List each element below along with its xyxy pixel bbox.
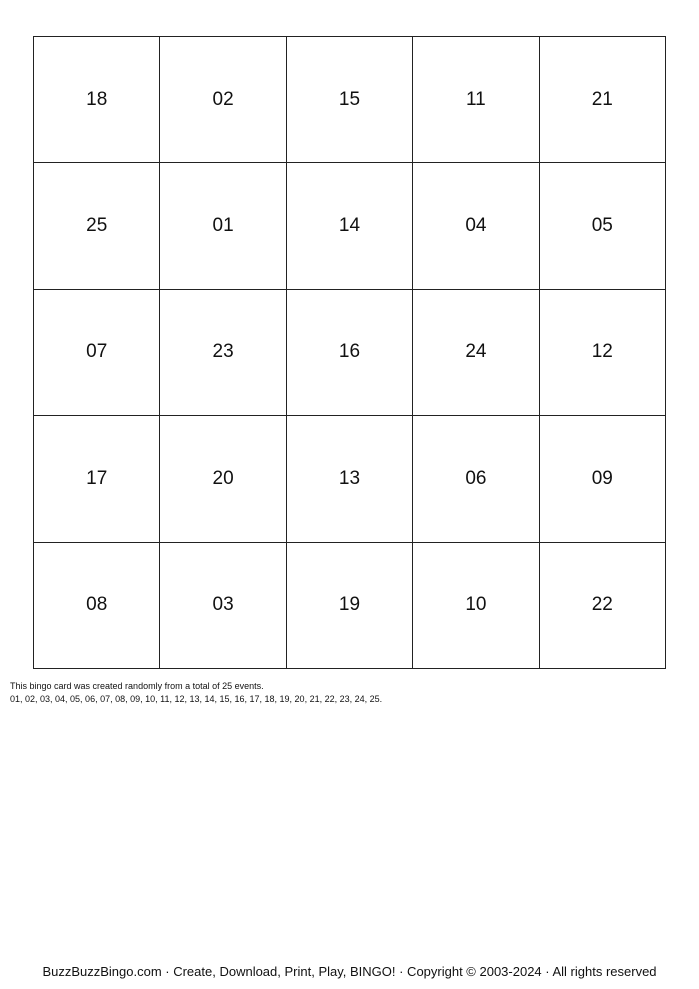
bingo-cell: 11 [413,37,539,163]
bingo-cell: 08 [34,543,160,669]
bingo-cell: 06 [413,416,539,542]
bingo-cell: 17 [34,416,160,542]
bingo-cell: 23 [160,290,286,416]
footer-copyright: BuzzBuzzBingo.com · Create, Download, Print, Play, BINGO! · Copyright © 2003-2024 · All rights reserved [42,964,657,979]
bingo-cell: 13 [287,416,413,542]
bingo-cell: 07 [34,290,160,416]
bingo-cell: 16 [287,290,413,416]
bingo-card-grid [33,36,666,669]
bingo-cell: 19 [287,543,413,669]
bingo-cell: 24 [413,290,539,416]
bingo-cell: 21 [540,37,666,163]
bingo-cell: 10 [413,543,539,669]
card-description: This bingo card was created randomly from a total of 25 events. [10,681,264,691]
event-list: 01, 02, 03, 04, 05, 06, 07, 08, 09, 10, 11, 12, 13, 14, 15, 16, 17, 18, 19, 20, 21, 22, 23, 24, 25. [10,694,383,704]
bingo-cell: 04 [413,163,539,289]
bingo-cell: 01 [160,163,286,289]
bingo-cell: 14 [287,163,413,289]
bingo-cell: 25 [34,163,160,289]
bingo-cell: 05 [540,163,666,289]
bingo-cell: 20 [160,416,286,542]
bingo-cell: 18 [34,37,160,163]
bingo-cell: 22 [540,543,666,669]
bingo-cell: 03 [160,543,286,669]
bingo-cell: 15 [287,37,413,163]
bingo-cell: 02 [160,37,286,163]
bingo-cell: 09 [540,416,666,542]
bingo-cell: 12 [540,290,666,416]
